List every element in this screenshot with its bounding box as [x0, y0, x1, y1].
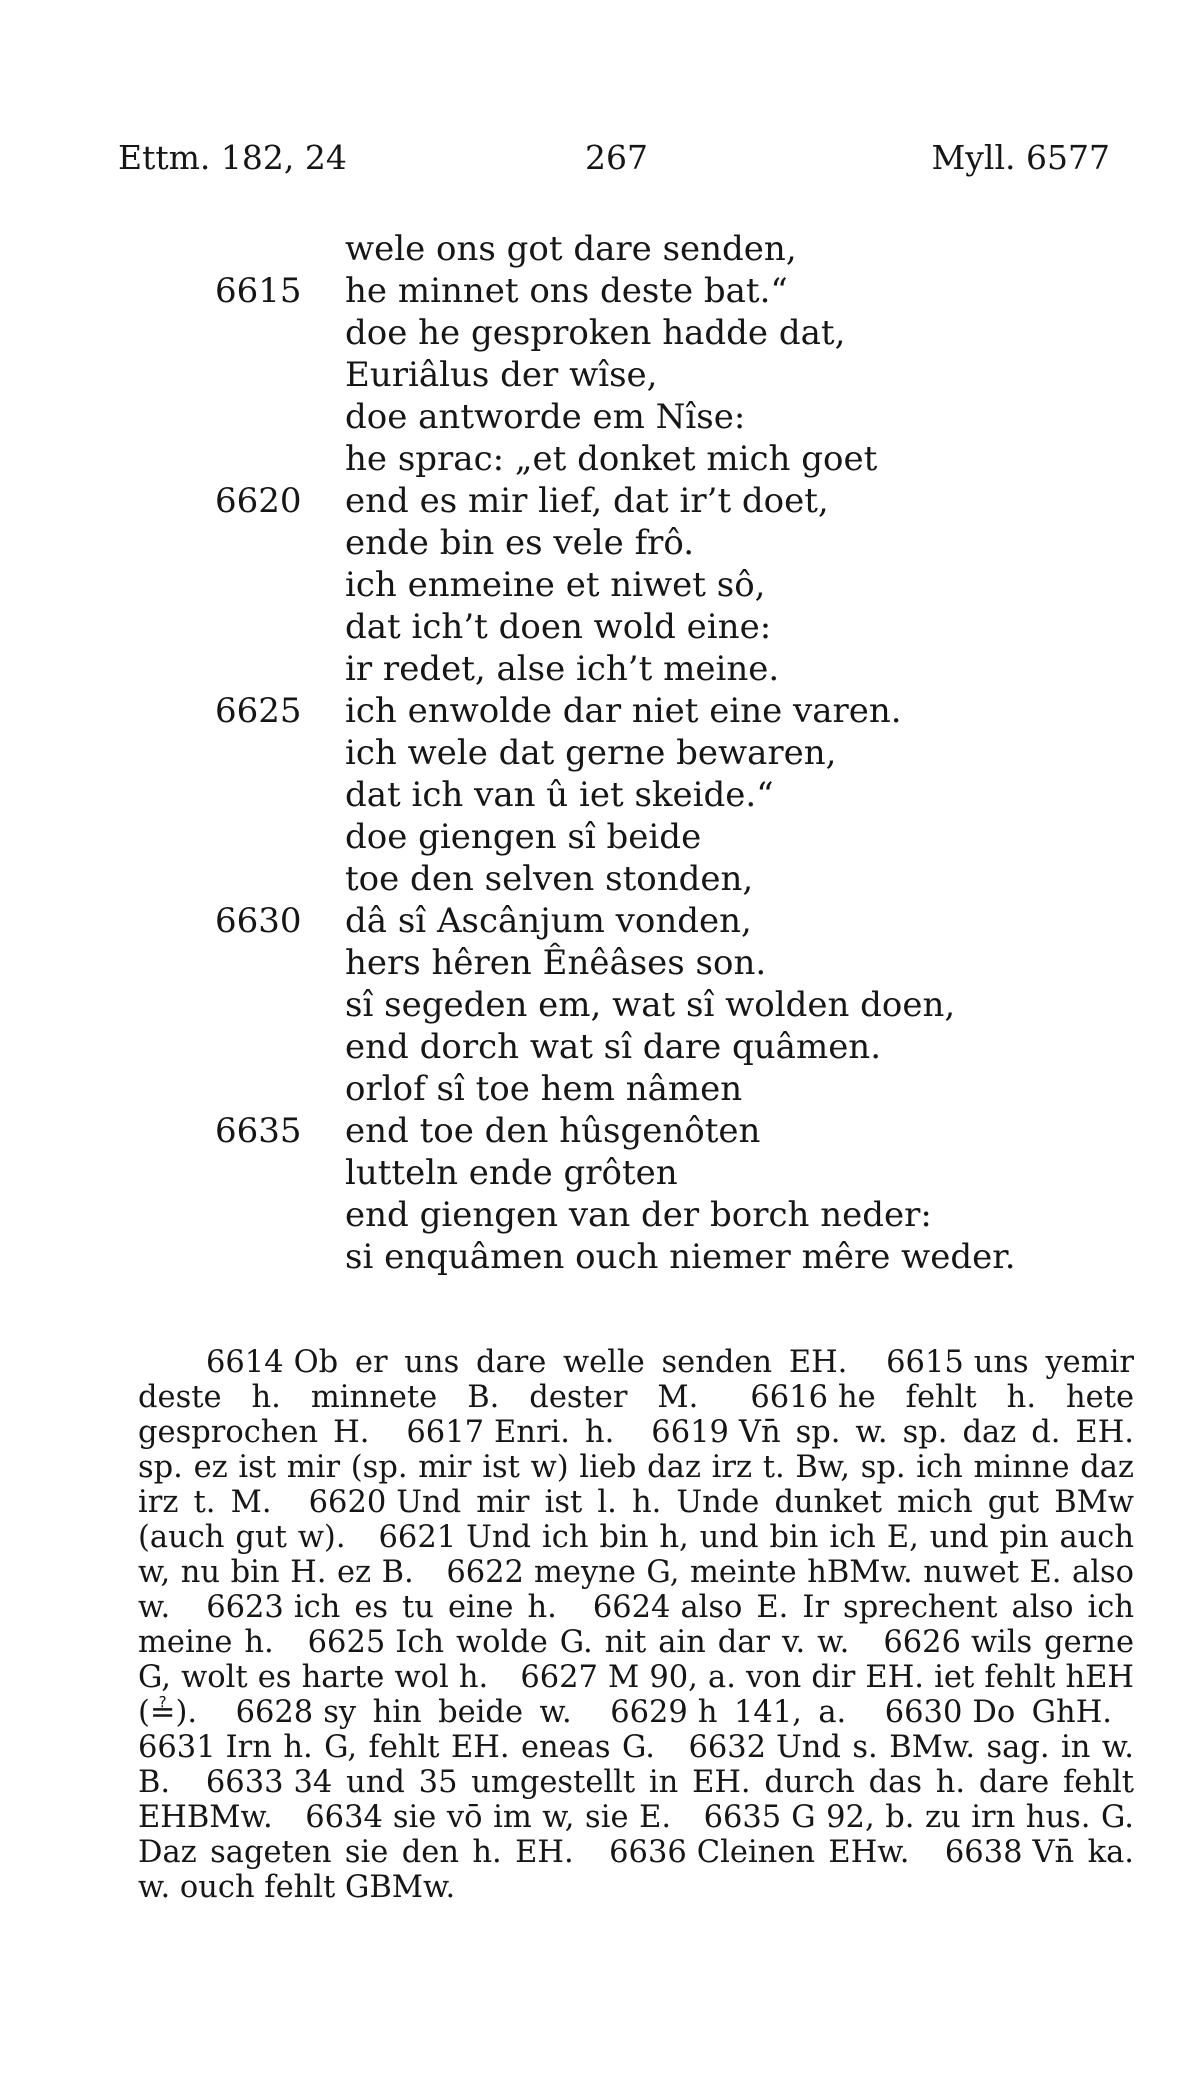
- verse-line-text: hers hêren Ênêâses son.: [345, 943, 767, 983]
- verse-line-text: si enquâmen ouch niemer mêre weder.: [345, 1237, 1016, 1277]
- apparatus-note: [138, 1730, 655, 1765]
- note-text: uns yemir deste h. minnete B. dester M.: [138, 1345, 1134, 1415]
- verse-line: [215, 228, 1035, 270]
- note-text: Ob er uns dare welle senden EH.: [293, 1345, 848, 1380]
- note-text: wils gerne G, wolt es harte wol h.: [138, 1625, 1134, 1695]
- apparatus-note: [610, 1695, 846, 1730]
- note-line-number: 6625: [307, 1625, 386, 1660]
- header-left-reference: Ettm. 182, 24: [118, 138, 347, 177]
- verse-line-text: he sprac: „et donket mich goet: [345, 439, 878, 479]
- verse-line-text: end toe den hûsgenôten: [345, 1111, 761, 1151]
- note-text: Und ich bin h, und bin ich E, und pin auch w, nu bin H. ez B.: [138, 1520, 1135, 1590]
- apparatus-note: [406, 1415, 614, 1450]
- apparatus-note: [885, 1695, 1112, 1730]
- note-text: G 92, b. zu irn hus. G. Daz sageten sie den h. EH.: [138, 1800, 1134, 1870]
- note-line-number: 6619: [651, 1415, 729, 1450]
- note-text: h 141, a.: [697, 1695, 847, 1730]
- verse-line-text: doe antworde em Nîse:: [345, 397, 746, 437]
- note-line-number: 6616: [750, 1380, 828, 1415]
- verse-text: [215, 228, 1035, 1278]
- note-line-number: 6636: [609, 1835, 687, 1870]
- page-header: [110, 138, 1110, 188]
- note-text: Irn h. G, fehlt EH. eneas G.: [225, 1730, 655, 1765]
- verse-line-text: dat ich’t doen wold eine:: [345, 607, 772, 647]
- verse-line: [215, 774, 1035, 816]
- note-line-number: 6631: [138, 1730, 216, 1765]
- note-line-number: 6635: [703, 1800, 782, 1835]
- verse-line: [215, 480, 1035, 522]
- note-text: Und mir ist l. h. Unde dunket mich gut BMw (auch gut w).: [138, 1485, 1134, 1555]
- verse-line: [215, 942, 1035, 984]
- verse-line: [215, 564, 1035, 606]
- note-line-number: 6629: [610, 1695, 688, 1730]
- note-line-number: 6623: [206, 1590, 284, 1625]
- line-number: 6625: [215, 691, 302, 731]
- verse-line-text: dâ sî Ascânjum vonden,: [345, 901, 752, 941]
- note-line-number: 6626: [883, 1625, 961, 1660]
- apparatus-note: [236, 1695, 572, 1730]
- verse-line: [215, 606, 1035, 648]
- verse-line: [215, 522, 1035, 564]
- verse-line: [215, 1068, 1035, 1110]
- note-text: meyne G, meinte hBMw. nuwet E. also w.: [138, 1555, 1135, 1625]
- note-text: Cleinen EHw.: [696, 1835, 910, 1870]
- verse-line: [215, 648, 1035, 690]
- note-line-number: 6638: [944, 1835, 1023, 1870]
- verse-line-text: orlof sî toe hem nâmen: [345, 1069, 743, 1109]
- note-text: Ich wolde G. nit ain dar v. w.: [395, 1625, 850, 1660]
- note-line-number: 6630: [884, 1695, 963, 1730]
- verse-line: [215, 1194, 1035, 1236]
- verse-line: [215, 270, 1035, 312]
- note-line-number: 6615: [886, 1345, 964, 1380]
- verse-line: [215, 858, 1035, 900]
- apparatus-note: [308, 1625, 850, 1660]
- note-line-number: 6628: [235, 1695, 314, 1730]
- note-line-number: 6620: [308, 1485, 387, 1520]
- verse-line: [215, 1110, 1035, 1152]
- note-text: Do GhH.: [972, 1695, 1112, 1730]
- line-number: 6635: [215, 1111, 302, 1151]
- note-text: Vn̄ sp. w. sp. daz d. EH. sp. ez ist mir (sp. mir ist w) lieb daz irz t. Bw, sp. ich minne daz irz t. M.: [138, 1415, 1134, 1520]
- verse-line: [215, 900, 1035, 942]
- note-text: Und s. BMw. sag. in w. B.: [138, 1730, 1134, 1800]
- note-text: ich es tu eine h.: [293, 1590, 557, 1625]
- verse-line: [215, 312, 1035, 354]
- verse-line-text: doe he gesproken hadde dat,: [345, 313, 846, 353]
- note-line-number: 6621: [378, 1520, 457, 1555]
- note-line-number: 6633: [205, 1765, 284, 1800]
- verse-line-text: he minnet ons deste bat.“: [345, 271, 788, 311]
- note-line-number: 6614: [206, 1345, 284, 1380]
- verse-line-text: doe giengen sî beide: [345, 817, 702, 857]
- verse-line-text: toe den selven stonden,: [345, 859, 754, 899]
- verse-line-text: Euriâlus der wîse,: [345, 355, 658, 395]
- note-text: also E. Ir sprechent also ich meine h.: [138, 1590, 1134, 1660]
- verse-line-text: ich wele dat gerne bewaren,: [345, 733, 837, 773]
- apparatus-note: [206, 1345, 847, 1380]
- header-right-reference: Myll. 6577: [931, 138, 1110, 177]
- verse-line: [215, 1152, 1035, 1194]
- apparatus-note: [206, 1590, 557, 1625]
- verse-line: [215, 1026, 1035, 1068]
- verse-line: [215, 816, 1035, 858]
- note-text: 34 und 35 umgestellt in EH. durch das h. dare fehlt EHBMw.: [138, 1765, 1134, 1835]
- verse-line: [215, 690, 1035, 732]
- verse-line-text: end giengen van der borch neder:: [345, 1195, 932, 1235]
- line-number: 6620: [215, 481, 302, 521]
- verse-line-text: lutteln ende grôten: [345, 1153, 678, 1193]
- note-text: Vn̄ ka. w. ouch fehlt GBMw.: [138, 1835, 1134, 1905]
- note-text: Enri. h.: [494, 1415, 615, 1450]
- note-line-number: 6624: [592, 1590, 671, 1625]
- note-text: M 90, a. von dir EH. iet fehlt hEH (≟).: [138, 1660, 1134, 1730]
- note-text: sy hin beide w.: [323, 1695, 572, 1730]
- verse-line: [215, 396, 1035, 438]
- verse-line: [215, 984, 1035, 1026]
- verse-line: [215, 354, 1035, 396]
- verse-line-text: ir redet, alse ich’t meine.: [345, 649, 780, 689]
- note-line-number: 6617: [406, 1415, 485, 1450]
- verse-line-text: sî segeden em, wat sî wolden doen,: [345, 985, 956, 1025]
- apparatus-note: [609, 1835, 909, 1870]
- line-number: 6630: [215, 901, 302, 941]
- verse-line-text: wele ons got dare senden,: [345, 229, 797, 269]
- verse-line-text: end es mir lief, dat ir’t doet,: [345, 481, 829, 521]
- apparatus-notes: [138, 1345, 1134, 1905]
- verse-line-text: end dorch wat sî dare quâmen.: [345, 1027, 882, 1067]
- note-line-number: 6622: [446, 1555, 524, 1590]
- verse-line: [215, 1236, 1035, 1278]
- note-line-number: 6627: [520, 1660, 598, 1695]
- note-line-number: 6634: [305, 1800, 383, 1835]
- verse-line: [215, 732, 1035, 774]
- verse-line-text: ich enmeine et niwet sô,: [345, 565, 766, 605]
- verse-line-text: ende bin es vele frô.: [345, 523, 695, 563]
- verse-line-text: dat ich van û iet skeide.“: [345, 775, 774, 815]
- apparatus-note: [305, 1800, 671, 1835]
- page-number: 267: [585, 138, 648, 177]
- verse-line-text: ich enwolde dar niet eine varen.: [345, 691, 902, 731]
- verse-line: [215, 438, 1035, 480]
- note-text: sie vō im w, sie E.: [392, 1800, 672, 1835]
- line-number: 6615: [215, 271, 302, 311]
- note-line-number: 6632: [688, 1730, 767, 1765]
- note-text: he fehlt h. hete gesprochen H.: [138, 1380, 1135, 1450]
